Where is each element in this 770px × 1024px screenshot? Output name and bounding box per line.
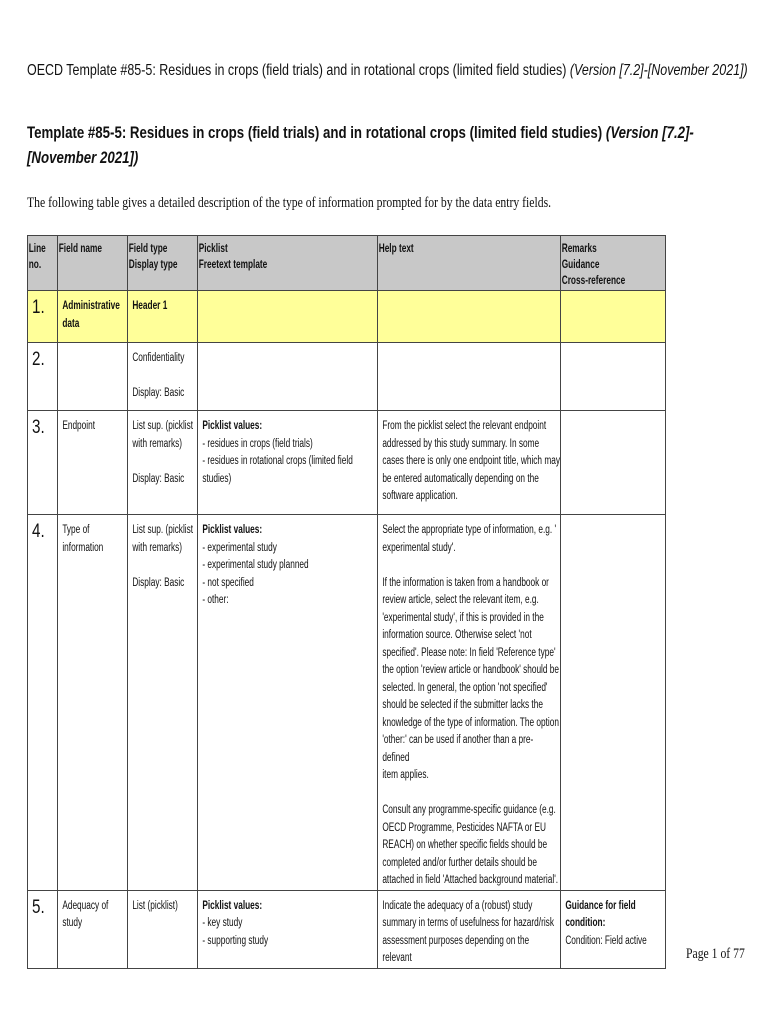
page-number-text: Page 1 of 77 — [686, 946, 745, 962]
remarks-cell — [561, 291, 666, 343]
field-type-cell: Confidentiality Display: Basic — [128, 343, 198, 411]
header-field-type: Field type Display type — [128, 236, 198, 291]
line-number: 3. — [28, 411, 58, 515]
document-title — [27, 120, 770, 170]
header-remarks: Remarks Guidance Cross-reference — [561, 236, 666, 291]
intro-paragraph — [27, 195, 699, 212]
remarks-cell — [561, 411, 666, 515]
line-number: 1. — [28, 291, 58, 343]
field-name-cell: Endpoint — [58, 411, 128, 515]
help-text-cell — [378, 291, 561, 343]
field-name-cell: Type of information — [58, 515, 128, 891]
document-title-date: [November 2021]) — [27, 148, 139, 167]
running-header-title: OECD Template #85-5: Residues in crops (field trials) and in rotational crops (limited field studies) — [27, 62, 567, 79]
table-row — [28, 291, 666, 343]
picklist-cell: Picklist values: - residues in crops (field trials) - residues in rotational crops (limited field studies) — [198, 411, 378, 515]
page-number — [686, 946, 761, 963]
picklist-cell: Picklist values: - experimental study - experimental study planned - not specified - other: — [198, 515, 378, 891]
header-help-text: Help text — [378, 236, 561, 291]
table-header-row — [28, 236, 666, 291]
table-row — [28, 890, 666, 968]
field-type-cell: List (picklist) — [128, 890, 198, 968]
help-text-cell: Select the appropriate type of information, e.g. ' experimental study'. If the information is taken from a handbook or review article, select the relevant item, e.g. 'experimental study', if this is provided in the information source. Otherwise select 'not specified'. Please note: In field 'Reference type' the option 'review article or handbook' should be selected. In general, the option 'not specified' should be selected if the submitter lacks the knowledge of the type of information. The option 'other:' can be used if another than a pre-defined item applies. Consult any programme-specific guidance (e.g. OECD Programme, Pesticides NAFTA or EU REACH) on whether specific fields should be completed and/or further details should be attached in field 'Attached background material'. — [378, 515, 561, 891]
table-row — [28, 411, 666, 515]
field-name-cell — [58, 343, 128, 411]
document-title-version: (Version [7.2]- — [605, 123, 694, 142]
help-text-cell: Indicate the adequacy of a (robust) study summary in terms of usefulness for hazard/risk assessment purposes depending on the relevant — [378, 890, 561, 968]
help-text-cell — [378, 343, 561, 411]
picklist-cell — [198, 291, 378, 343]
header-field-name: Field name — [58, 236, 128, 291]
line-number: 4. — [28, 515, 58, 891]
field-type-cell: List sup. (picklist with remarks) Display: Basic — [128, 515, 198, 891]
picklist-cell — [198, 343, 378, 411]
document-title-text: Template #85-5: Residues in crops (field trials) and in rotational crops (limited field studies) — [27, 123, 603, 142]
header-picklist: Picklist Freetext template — [198, 236, 378, 291]
field-type-cell: List sup. (picklist with remarks) Display: Basic — [128, 411, 198, 515]
running-header — [27, 62, 770, 80]
help-text-cell: From the picklist select the relevant endpoint addressed by this study summary. In some cases there is only one endpoint title, which may be entered automatically depending on the software application. — [378, 411, 561, 515]
field-name-cell: Adequacy of study — [58, 890, 128, 968]
line-number: 5. — [28, 890, 58, 968]
remarks-cell — [561, 343, 666, 411]
header-line-no: Line no. — [28, 236, 58, 291]
field-definition-table — [27, 235, 666, 969]
running-header-version: (Version [7.2]-[November 2021]) — [569, 62, 748, 79]
field-name-cell: Administrative data — [58, 291, 128, 343]
remarks-cell — [561, 515, 666, 891]
field-type-cell: Header 1 — [128, 291, 198, 343]
table-row — [28, 343, 666, 411]
intro-text: The following table gives a detailed description of the type of information prompted for by the data entry fields. — [27, 195, 552, 211]
remarks-cell: Guidance for field condition: Condition: Field active — [561, 890, 666, 968]
table-row — [28, 515, 666, 891]
picklist-cell: Picklist values: - key study - supporting study — [198, 890, 378, 968]
line-number: 2. — [28, 343, 58, 411]
